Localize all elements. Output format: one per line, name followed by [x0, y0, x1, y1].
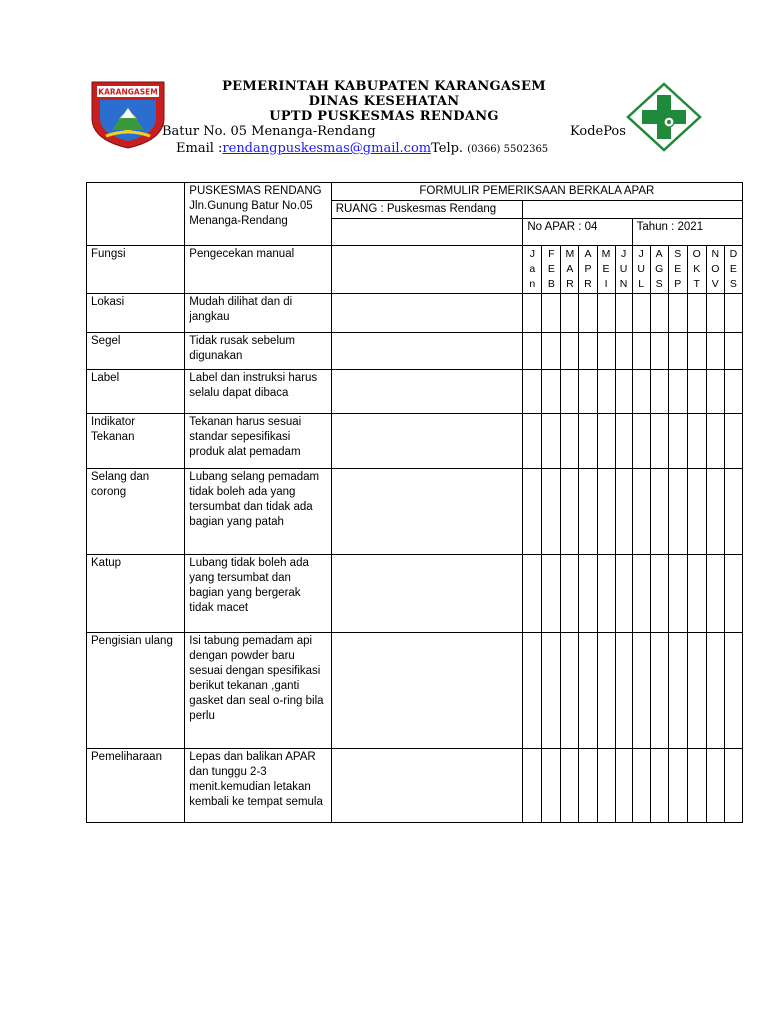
check-cell[interactable] — [542, 294, 561, 333]
check-cell[interactable] — [579, 469, 597, 555]
check-cell[interactable] — [561, 294, 579, 333]
table-row — [87, 469, 743, 555]
row-description: Tekanan harus sesuai standar sepesifikasi produk alat pemadam — [185, 414, 331, 469]
row-description: Lubang selang pemadam tidak boleh ada yang tersumbat dan tidak ada bagian yang patah — [185, 469, 331, 555]
check-cell[interactable] — [579, 333, 597, 370]
month-jul: J U L — [632, 246, 650, 294]
check-cell[interactable] — [650, 370, 668, 414]
check-cell[interactable] — [597, 555, 615, 633]
table-row — [87, 246, 743, 294]
row-label: Pemeliharaan — [87, 749, 185, 823]
check-cell[interactable] — [687, 370, 706, 414]
check-cell[interactable] — [615, 370, 632, 414]
check-cell[interactable] — [687, 333, 706, 370]
check-cell[interactable] — [724, 555, 742, 633]
check-cell[interactable] — [597, 294, 615, 333]
row-label: Katup — [87, 555, 185, 633]
check-cell[interactable] — [542, 333, 561, 370]
check-cell[interactable] — [687, 749, 706, 823]
check-cell[interactable] — [331, 294, 523, 333]
check-cell[interactable] — [632, 294, 650, 333]
check-cell[interactable] — [561, 370, 579, 414]
check-cell[interactable] — [561, 633, 579, 749]
table-row — [87, 633, 743, 749]
table-row — [87, 749, 743, 823]
institution-cell: PUSKESMAS RENDANG Jln.Gunung Batur No.05 Menanga-Rendang — [185, 183, 331, 246]
check-cell[interactable] — [615, 555, 632, 633]
check-cell[interactable] — [706, 633, 724, 749]
check-cell[interactable] — [668, 294, 687, 333]
check-cell[interactable] — [597, 749, 615, 823]
month-nov: N O V — [706, 246, 724, 294]
check-cell[interactable] — [523, 749, 542, 823]
check-cell[interactable] — [523, 633, 542, 749]
check-cell[interactable] — [724, 414, 742, 469]
check-cell[interactable] — [331, 333, 523, 370]
check-cell[interactable] — [706, 749, 724, 823]
header-address: Batur No. 05 Menanga-Rendang — [162, 124, 376, 139]
check-cell[interactable] — [597, 414, 615, 469]
row-description: Tidak rusak sebelum digunakan — [185, 333, 331, 370]
check-cell[interactable] — [523, 294, 542, 333]
check-cell[interactable] — [615, 749, 632, 823]
check-cell[interactable] — [561, 749, 579, 823]
tel-label: Telp. — [431, 141, 464, 156]
check-cell[interactable] — [650, 294, 668, 333]
check-cell[interactable] — [331, 370, 523, 414]
check-cell[interactable] — [579, 414, 597, 469]
check-cell[interactable] — [561, 555, 579, 633]
check-cell[interactable] — [668, 370, 687, 414]
header-contact — [176, 141, 548, 156]
check-cell[interactable] — [579, 370, 597, 414]
check-cell[interactable] — [687, 469, 706, 555]
check-cell[interactable] — [668, 633, 687, 749]
check-cell[interactable] — [579, 633, 597, 749]
row-label: Lokasi — [87, 294, 185, 333]
table-row — [87, 414, 743, 469]
row-label: Indikator Tekanan — [87, 414, 185, 469]
check-cell[interactable] — [632, 749, 650, 823]
row-label: Pengisian ulang — [87, 633, 185, 749]
check-cell[interactable] — [542, 370, 561, 414]
check-cell[interactable] — [724, 469, 742, 555]
form-title: FORMULIR PEMERIKSAAN BERKALA APAR — [331, 183, 742, 201]
check-cell[interactable] — [687, 633, 706, 749]
check-cell[interactable] — [615, 414, 632, 469]
check-cell[interactable] — [724, 294, 742, 333]
month-apr: A P R — [579, 246, 597, 294]
check-cell[interactable] — [706, 370, 724, 414]
check-cell[interactable] — [706, 333, 724, 370]
row-label: Segel — [87, 333, 185, 370]
table-row — [87, 294, 743, 333]
row-label: Label — [87, 370, 185, 414]
check-cell[interactable] — [668, 333, 687, 370]
table-row — [87, 370, 743, 414]
check-cell[interactable] — [724, 633, 742, 749]
check-cell[interactable] — [331, 633, 523, 749]
check-cell[interactable] — [597, 469, 615, 555]
check-cell[interactable] — [724, 370, 742, 414]
apar-number: No APAR : 04 — [523, 219, 632, 246]
check-cell[interactable] — [523, 414, 542, 469]
check-cell[interactable] — [542, 749, 561, 823]
month-mar: M A R — [561, 246, 579, 294]
month-jun: J U N — [615, 246, 632, 294]
check-cell[interactable] — [542, 633, 561, 749]
check-cell[interactable] — [579, 294, 597, 333]
check-cell[interactable] — [650, 469, 668, 555]
header-institution: UPTD PUSKESMAS RENDANG — [269, 109, 499, 124]
check-cell[interactable] — [542, 555, 561, 633]
check-cell[interactable] — [668, 555, 687, 633]
room-blank-cell — [331, 219, 523, 246]
check-cell[interactable] — [668, 749, 687, 823]
month-des: D E S — [724, 246, 742, 294]
row-description: Label dan instruksi harus selalu dapat dibaca — [185, 370, 331, 414]
row-description: Isi tabung pemadam api dengan powder baru sesuai dengan spesifikasi berikut tekanan ,ganti gasket dan seal o-ring bila perlu — [185, 633, 331, 749]
email-link[interactable]: rendangpuskesmas@gmail.com — [222, 141, 432, 156]
check-cell[interactable] — [706, 414, 724, 469]
check-cell[interactable] — [687, 414, 706, 469]
blank-corner-cell — [87, 183, 185, 246]
check-cell[interactable] — [650, 633, 668, 749]
check-cell[interactable] — [561, 333, 579, 370]
check-cell[interactable] — [650, 333, 668, 370]
check-cell[interactable] — [687, 294, 706, 333]
month-mei: M E I — [597, 246, 615, 294]
check-cell[interactable] — [331, 749, 523, 823]
check-cell[interactable] — [523, 469, 542, 555]
check-cell[interactable] — [615, 469, 632, 555]
check-cell[interactable] — [650, 749, 668, 823]
check-cell[interactable] — [523, 370, 542, 414]
check-cell[interactable] — [542, 469, 561, 555]
row-description: Lubang tidak boleh ada yang tersumbat dan bagian yang bergerak tidak macet — [185, 555, 331, 633]
check-cell[interactable] — [632, 469, 650, 555]
check-cell[interactable] — [597, 333, 615, 370]
tel-number: (0366) 5502365 — [467, 144, 549, 155]
check-cell[interactable] — [668, 469, 687, 555]
month-feb: F E B — [542, 246, 561, 294]
check-cell[interactable] — [597, 633, 615, 749]
check-cell[interactable] — [331, 469, 523, 555]
check-cell[interactable] — [650, 555, 668, 633]
header-postcode: KodePos — [570, 124, 626, 139]
check-cell[interactable] — [668, 414, 687, 469]
check-cell[interactable] — [579, 555, 597, 633]
check-cell[interactable] — [706, 469, 724, 555]
check-cell[interactable] — [331, 414, 523, 469]
header-government: PEMERINTAH KABUPATEN KARANGASEM — [222, 79, 546, 94]
table-row — [87, 333, 743, 370]
puskesmas-logo — [626, 82, 702, 152]
check-cell[interactable] — [579, 749, 597, 823]
check-cell[interactable] — [542, 414, 561, 469]
logo-caption: KARANGASEM — [98, 87, 158, 97]
header-department: DINAS KESEHATAN — [308, 94, 460, 109]
check-cell[interactable] — [632, 370, 650, 414]
row-label: Selang dan corong — [87, 469, 185, 555]
room-cell: RUANG : Puskesmas Rendang — [331, 201, 523, 219]
room-extra-cell — [523, 201, 743, 219]
row-description: Lepas dan balikan APAR dan tunggu 2-3 menit.kemudian letakan kembali ke tempat semula — [185, 749, 331, 823]
check-cell[interactable] — [523, 555, 542, 633]
check-cell[interactable] — [561, 414, 579, 469]
check-cell[interactable] — [706, 294, 724, 333]
check-cell[interactable] — [724, 749, 742, 823]
check-cell[interactable] — [706, 555, 724, 633]
check-cell[interactable] — [597, 370, 615, 414]
check-cell[interactable] — [632, 555, 650, 633]
check-cell[interactable] — [615, 294, 632, 333]
inspection-form — [86, 182, 743, 823]
check-cell[interactable] — [632, 333, 650, 370]
check-cell[interactable] — [615, 633, 632, 749]
check-cell[interactable] — [331, 555, 523, 633]
check-cell[interactable] — [615, 333, 632, 370]
check-cell[interactable] — [632, 414, 650, 469]
check-cell[interactable] — [650, 414, 668, 469]
month-jan: J a n — [523, 246, 542, 294]
table-row — [87, 555, 743, 633]
check-cell[interactable] — [632, 633, 650, 749]
row-label: Fungsi — [87, 246, 185, 294]
row-description: Pengecekan manual — [185, 246, 331, 294]
row-description: Mudah dilihat dan di jangkau — [185, 294, 331, 333]
month-sep: S E P — [668, 246, 687, 294]
check-cell[interactable] — [724, 333, 742, 370]
month-ags: A G S — [650, 246, 668, 294]
email-label: Email : — [176, 141, 223, 156]
check-cell[interactable] — [331, 246, 523, 294]
month-okt: O K T — [687, 246, 706, 294]
check-cell[interactable] — [523, 333, 542, 370]
year-cell: Tahun : 2021 — [632, 219, 742, 246]
check-cell[interactable] — [561, 469, 579, 555]
check-cell[interactable] — [687, 555, 706, 633]
